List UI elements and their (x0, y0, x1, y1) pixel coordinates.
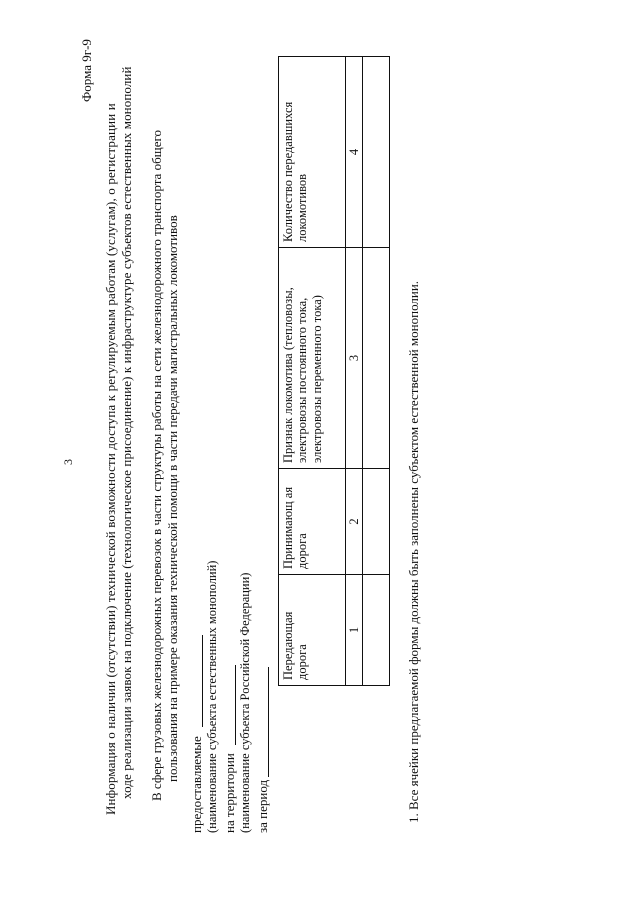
period-fill-line (268, 667, 269, 777)
header-sending-road: Передающая дорога (279, 575, 346, 686)
territory-fill-line (235, 665, 236, 745)
form-id: Форма 9г-9 (79, 39, 94, 102)
page-number: 3 (61, 459, 75, 465)
period-label: за период (255, 779, 270, 833)
empty-cell-3[interactable] (363, 248, 390, 469)
provided-label: предоставляемые (189, 736, 204, 833)
empty-cell-2[interactable] (363, 469, 390, 575)
document-subtitle-line-2: пользования на примере оказания технической помощи в части передачи магистральных локомотивов (165, 215, 180, 782)
provided-hint: (наименование субъекта естественных монополий) (205, 560, 219, 833)
empty-cell-1[interactable] (363, 575, 390, 686)
header-locomotive-type: Признак локомотива (тепловозы, электровозы постоянного тока, электровозы переменного тока) (279, 248, 346, 469)
column-number-3: 3 (346, 248, 363, 469)
header-locomotive-count: Количество передавшихся локомотивов (279, 57, 346, 248)
document-title-line-2: ходе реализации заявок на подключение (технологическое присоединение) к инфраструктуре субъектов естественных монополий (119, 66, 134, 799)
column-number-1: 1 (346, 575, 363, 686)
footnote: 1. Все ячейки предлагаемой формы должны быть заполнены субъектом естественной монополии. (406, 280, 421, 823)
territory-hint: (наименование субъекта Российской Федерации) (238, 572, 252, 833)
provided-fill-line (202, 635, 203, 727)
document-subtitle-line-1: В сфере грузовых железнодорожных перевозок в части структуры работы на сети железнодорожного транспорта общего (149, 130, 164, 801)
document-title-line-1: Информация о наличии (отсутствии) технической возможности доступа к регулируемым работам (услугам), о регистрации и (103, 103, 118, 815)
column-number-2: 2 (346, 469, 363, 575)
locomotive-transfer-table (278, 56, 390, 686)
table-empty-row (363, 57, 390, 686)
table-header-row (279, 57, 346, 686)
table-number-row (346, 57, 363, 686)
empty-cell-4[interactable] (363, 57, 390, 248)
territory-label: на территории (222, 753, 237, 833)
column-number-4: 4 (346, 57, 363, 248)
header-receiving-road: Принимающ ая дорога (279, 469, 346, 575)
